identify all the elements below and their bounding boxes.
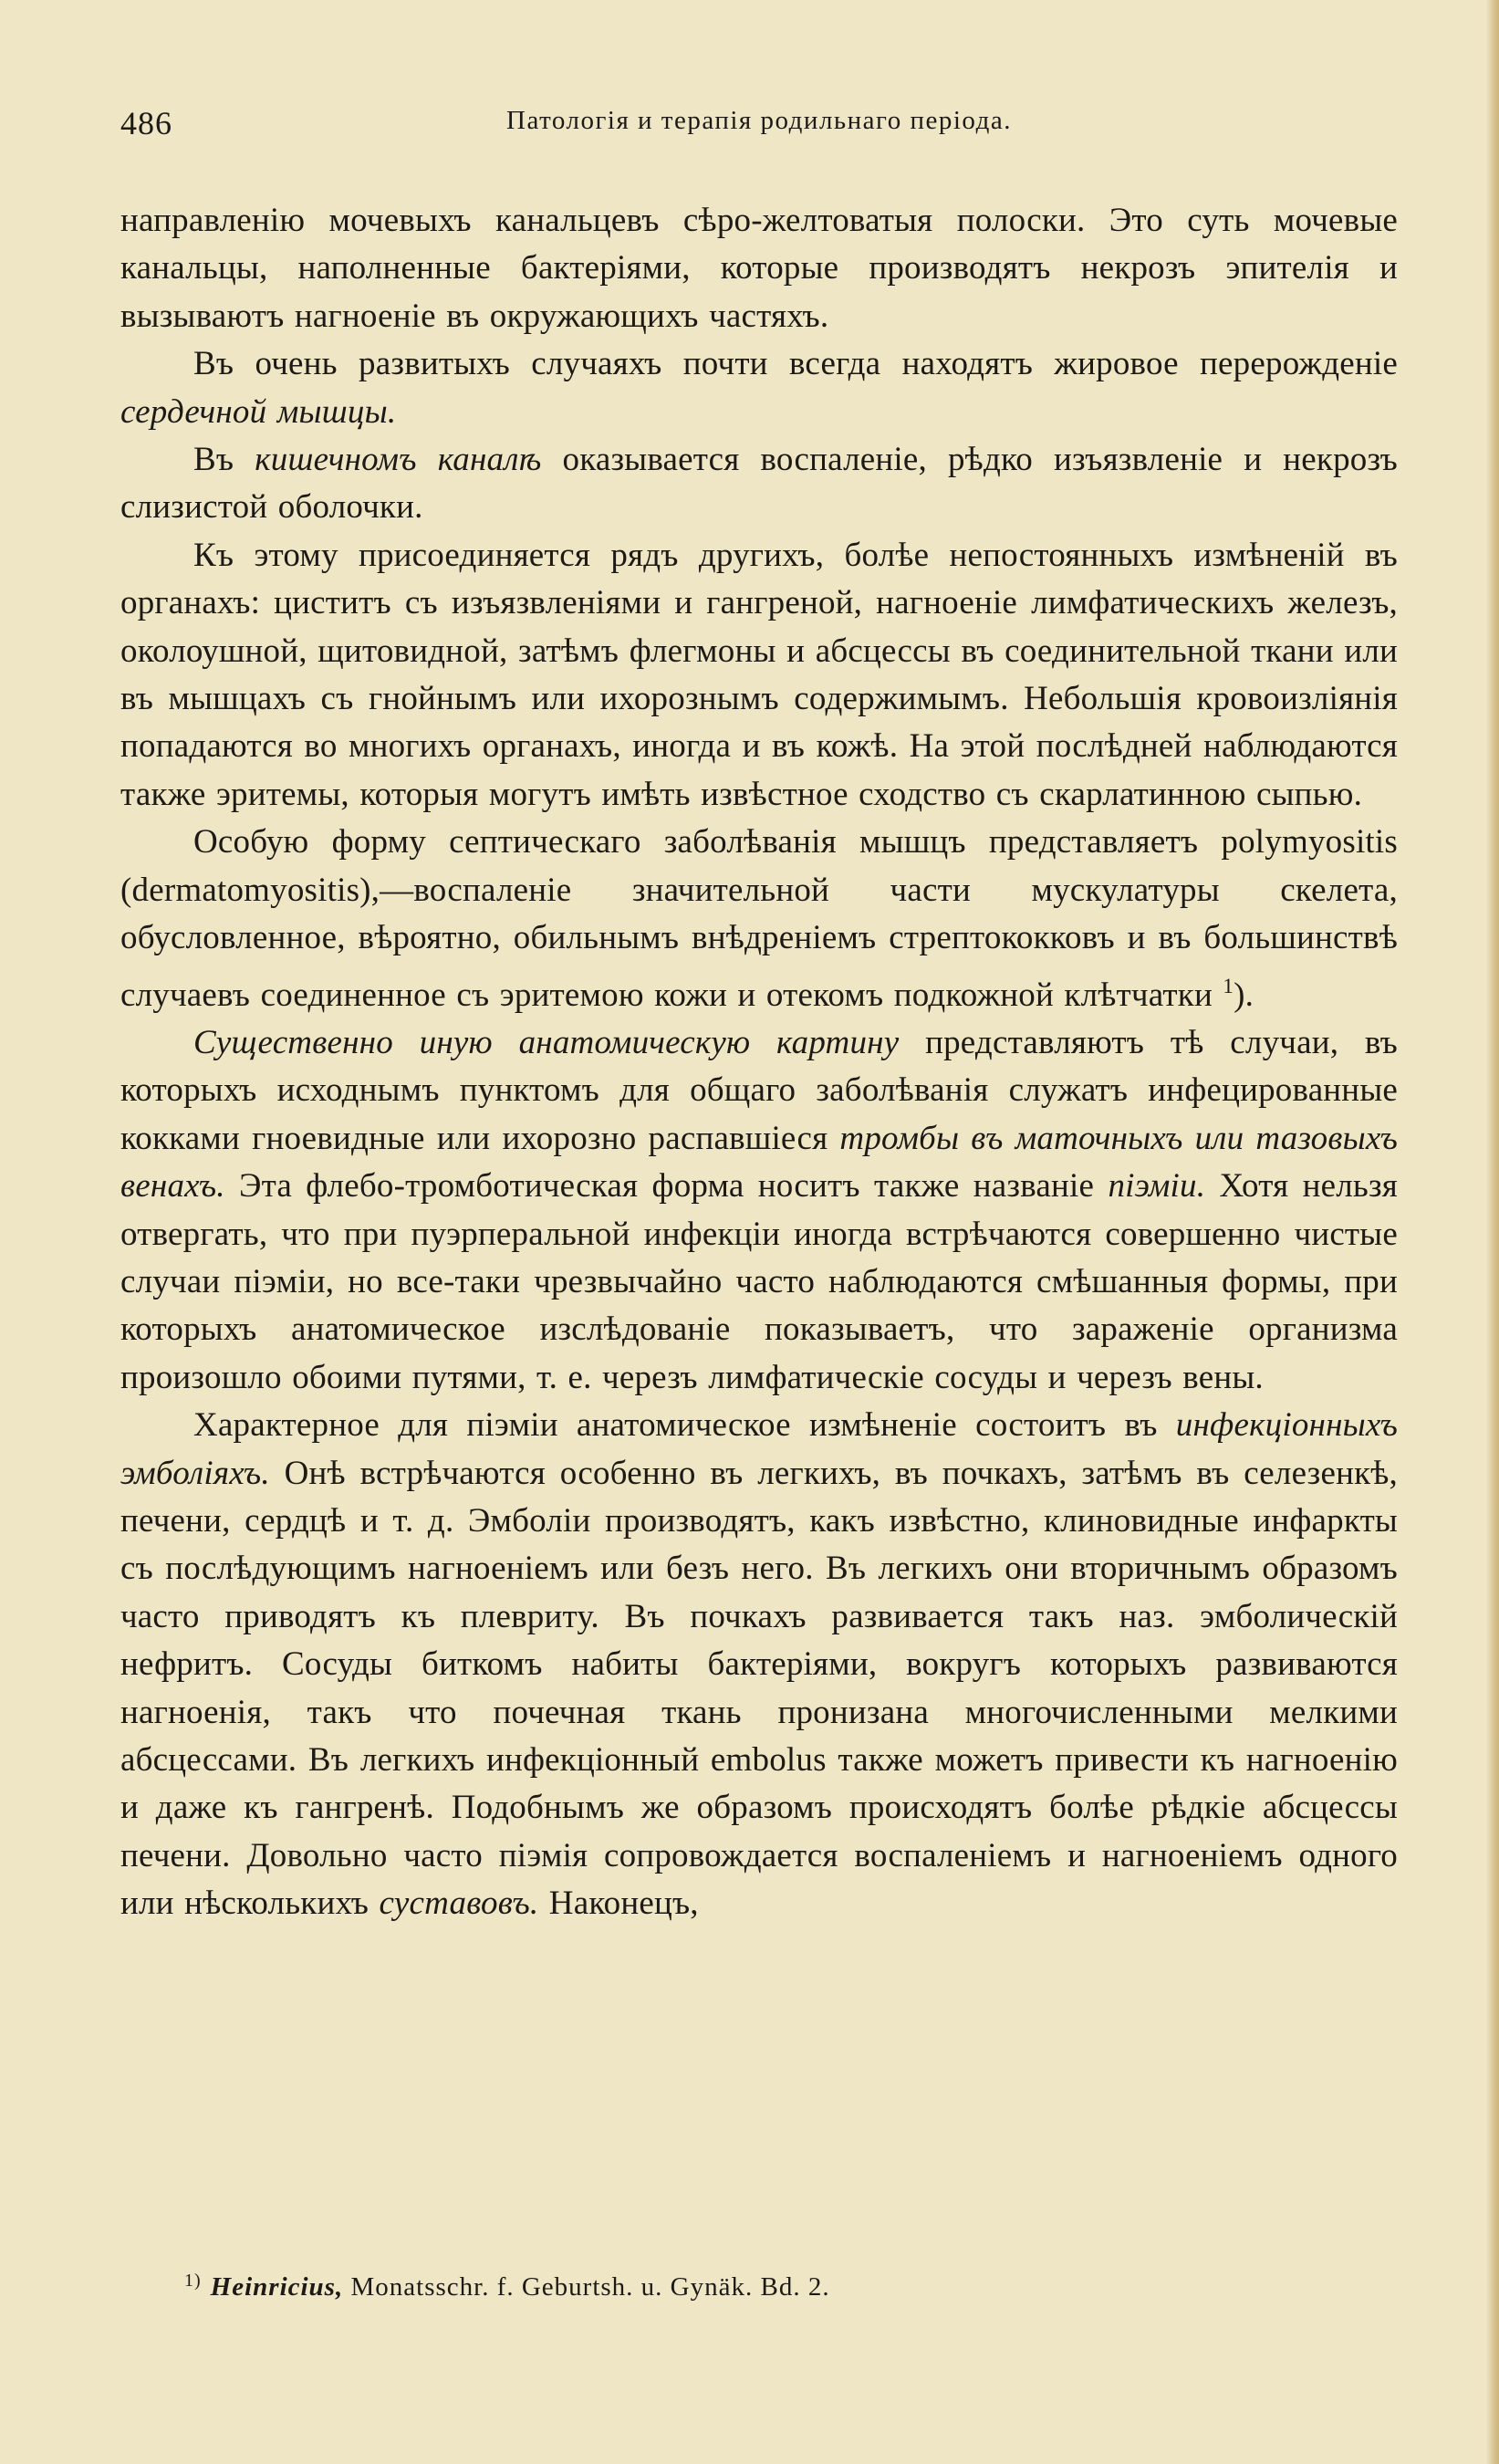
paragraph-text: Особую форму септическаго заболѣванія мышцъ представляетъ polymyositis (dermatomyositis),—воспаленіе значительной части мускулатуры скелета, обусловленное, вѣроятно, обильнымъ внѣдреніемъ стрептококковъ и въ большинствѣ случаевъ соединенное съ эритемою кожи и отекомъ подкожной клѣтчатки — [120, 823, 1398, 1014]
italic-text: піэміи. — [1108, 1167, 1206, 1206]
italic-text: кишечномъ каналѣ — [255, 441, 542, 479]
page-edge — [1486, 0, 1499, 2464]
paragraph-text: Эта флебо-тромботическая форма носитъ также названіе — [224, 1167, 1109, 1206]
paragraph-text: Характерное для піэміи анатомическое измѣненіе состоитъ въ — [193, 1406, 1176, 1445]
paragraph-text: оказывается воспаленіе, рѣдко изъязвленіе и некрозъ слизистой оболочки. — [120, 441, 1398, 527]
paragraph — [120, 1019, 1398, 1402]
paragraph — [120, 1402, 1398, 1927]
paragraph-text: направленію мочевыхъ канальцевъ сѣро-желтоватыя полоски. Это суть мочевые канальцы, наполненные бактеріями, которые производятъ некрозъ эпителія и вызываютъ нагноеніе въ окружающихъ частяхъ. — [120, 202, 1398, 335]
italic-text: инфекціонныхъ эмболіяхъ. — [120, 1406, 1398, 1492]
paragraph-text: Хотя нельзя отвергать, что при пуэрперальной инфекціи иногда встрѣчаются совершенно чистые случаи піэміи, но все-таки чрезвычайно часто наблюдаются смѣшанныя формы, при которыхъ анатомическое изслѣдованіе показываетъ, что зараженіе организма произошло обоими путями, т. е. черезъ лимфатическіе сосуды и черезъ вены. — [120, 1167, 1399, 1396]
page-header — [120, 91, 1398, 155]
paragraph-text: Онѣ встрѣчаются особенно въ легкихъ, въ почкахъ, затѣмъ въ селезенкѣ, печени, сердцѣ и т. д. Эмболіи производятъ, какъ извѣстно, клиновидные инфаркты съ послѣдующимъ нагноеніемъ или безъ него. Въ легкихъ они вторичнымъ образомъ часто приводятъ къ плевриту. Въ почкахъ развивается такъ наз. эмболическій нефритъ. Сосуды биткомъ набиты бактеріями, вокругъ которыхъ развиваются нагноенія, такъ что почечная ткань пронизана многочисленными мелкими абсцессами. Въ легкихъ инфекціонный embolus также можетъ привести къ нагноенію и даже къ гангренѣ. Подобнымъ же образомъ происходятъ болѣе рѣдкіе абсцессы печени. Довольно часто піэмія сопровождается воспаленіемъ и нагноеніемъ одного или нѣсколькихъ — [120, 1454, 1398, 1923]
paragraph — [120, 197, 1398, 340]
paragraph-text: Наконецъ, — [538, 1885, 699, 1923]
paragraph-text: ). — [1234, 976, 1254, 1014]
page-number: 486 — [120, 105, 172, 141]
paragraph-text: Въ — [193, 441, 255, 479]
paragraph — [120, 532, 1398, 819]
paragraph — [120, 340, 1398, 436]
page-body — [120, 197, 1398, 1928]
italic-text: Существенно иную анатомическую картину — [193, 1023, 900, 1061]
paragraph-text: Въ очень развитыхъ случаяхъ почти всегда находятъ жировое перерожденіе — [193, 345, 1398, 383]
book-page — [120, 91, 1398, 1928]
footnote-author: Heinricius, — [210, 2272, 344, 2302]
italic-text: сердечной мышцы. — [120, 392, 397, 431]
footnote-text: Monatsschr. f. Geburtsh. u. Gynäk. Bd. 2. — [343, 2272, 830, 2302]
paragraph — [120, 436, 1398, 532]
footnote — [120, 2271, 1398, 2302]
footnote-ref: 1 — [1223, 974, 1234, 997]
italic-text: тромбы въ маточныхъ или тазовыхъ венахъ. — [120, 1119, 1398, 1206]
paragraph-text: представляютъ тѣ случаи, въ которыхъ исходнымъ пунктомъ для общаго заболѣванія служатъ инфецированные кокками гноевидные или ихорозно распавшіеся — [120, 1023, 1398, 1157]
running-title: Патологія и терапія родильнаго періода. — [506, 106, 1012, 135]
paragraph — [120, 819, 1398, 1019]
paragraph-text: Къ этому присоединяется рядъ другихъ, болѣе непостоянныхъ измѣненій въ органахъ: циститъ съ изъязвленіями и гангреной, нагноеніе лимфатическихъ железъ, околоушной, щитовидной, затѣмъ флегмоны и абсцессы въ соединительной ткани или въ мышцахъ съ гнойнымъ или ихорознымъ содержимымъ. Небольшія кровоизліянія попадаются во многихъ органахъ, иногда и въ кожѣ. На этой послѣдней наблюдаются также эритемы, которыя могутъ имѣть извѣстное сходство съ скарлатинною сыпью. — [120, 536, 1398, 813]
footnote-mark: 1) — [184, 2271, 202, 2291]
italic-text: суставовъ. — [379, 1885, 539, 1923]
